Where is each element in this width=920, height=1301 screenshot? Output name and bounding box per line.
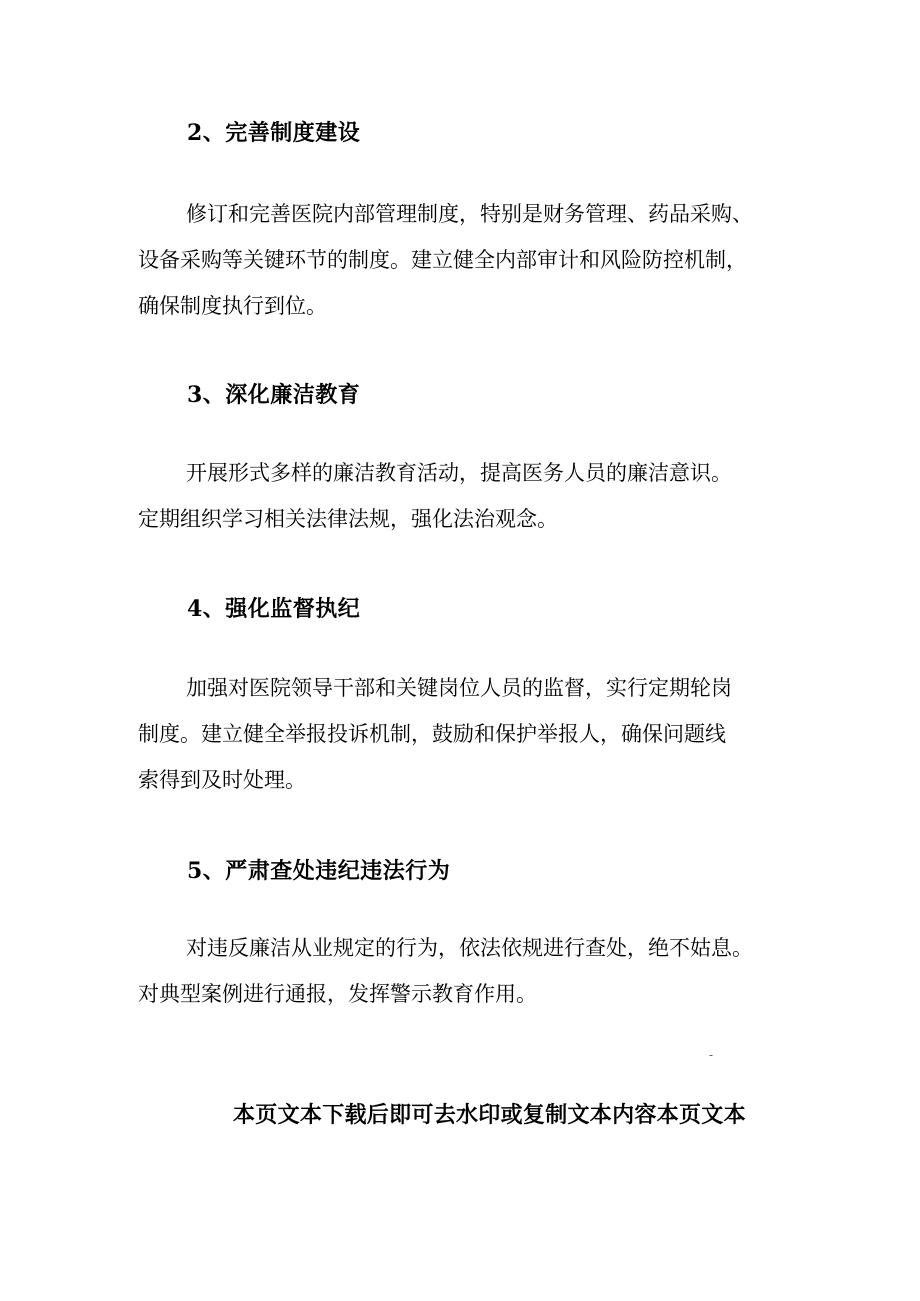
paragraph-line: 开展形式多样的廉洁教育活动，提高医务人员的廉洁意识。	[186, 461, 732, 485]
footer-note: 本页文本下载后即可去水印或复制文本内容本页文本	[233, 1102, 746, 1128]
section-heading-3: 3、深化廉洁教育	[187, 382, 361, 408]
paragraph-line: 修订和完善医院内部管理制度，特别是财务管理、药品采购、	[186, 202, 753, 226]
section-paragraph-3	[138, 450, 798, 542]
paragraph-line: 对违反廉洁从业规定的行为，依法依规进行查处，绝不姑息。	[186, 936, 753, 960]
dash-mark: -	[709, 1048, 714, 1062]
paragraph-line: 制度。建立健全举报投诉机制，鼓励和保护举报人，确保问题线	[138, 722, 726, 746]
section-heading-4: 4、强化监督执纪	[187, 596, 361, 622]
section-paragraph-5	[138, 925, 798, 1017]
section-paragraph-2	[138, 191, 798, 329]
section-heading-5: 5、严肃查处违纪违法行为	[187, 858, 451, 884]
section-heading-2: 2、完善制度建设	[187, 120, 361, 146]
paragraph-line: 加强对医院领导干部和关键岗位人员的监督，实行定期轮岗	[186, 676, 732, 700]
section-paragraph-4	[138, 665, 798, 803]
paragraph-line: 确保制度执行到位。	[138, 294, 327, 318]
paragraph-line: 对典型案例进行通报，发挥警示教育作用。	[138, 982, 537, 1006]
paragraph-line: 设备采购等关键环节的制度。建立健全内部审计和风险防控机制，	[138, 248, 747, 272]
paragraph-line: 定期组织学习相关法律法规，强化法治观念。	[138, 507, 558, 531]
paragraph-line: 索得到及时处理。	[138, 768, 306, 792]
